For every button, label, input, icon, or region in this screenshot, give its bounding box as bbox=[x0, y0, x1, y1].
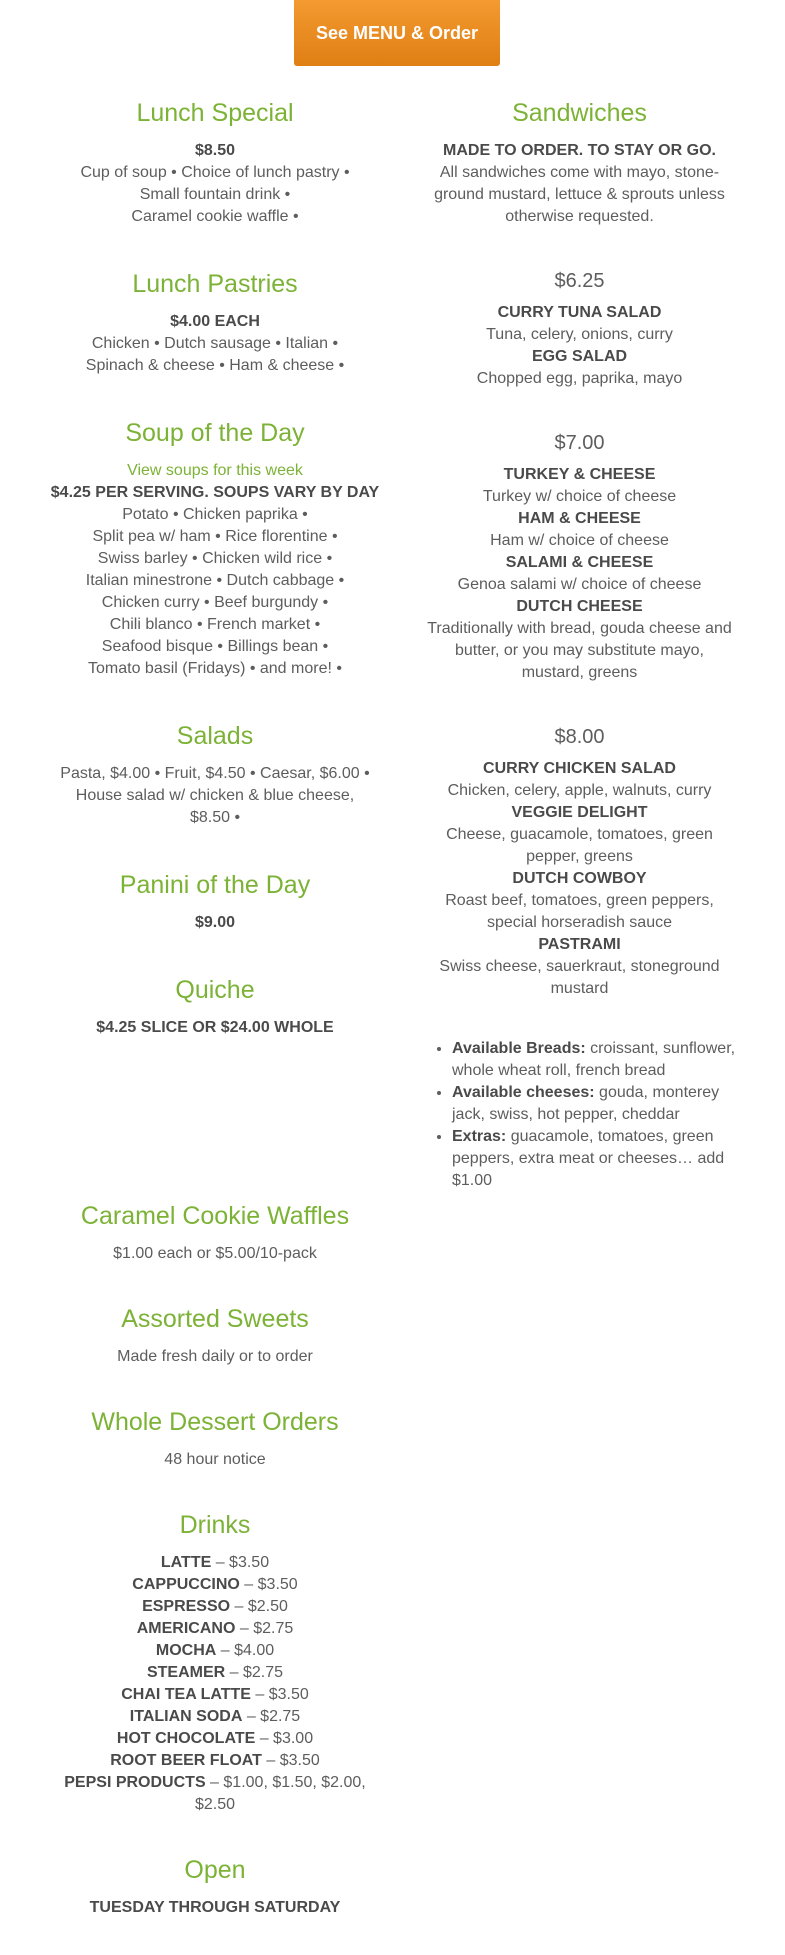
section-title: Quiche bbox=[175, 976, 255, 1004]
sandwich-desc: Cheese, guacamole, tomatoes, green bbox=[446, 826, 713, 843]
sandwiches-section bbox=[412, 95, 747, 228]
drink-item bbox=[48, 1618, 382, 1640]
sandwich-desc: Ham w/ choice of cheese bbox=[490, 532, 669, 549]
menu-line: Italian minestrone • Dutch cabbage • bbox=[85, 572, 345, 589]
section-title: Panini of the Day bbox=[119, 871, 311, 899]
drink-item bbox=[48, 1552, 382, 1574]
drink-item bbox=[48, 1706, 382, 1728]
drink-name: STEAMER bbox=[146, 1664, 226, 1681]
drinks-section bbox=[48, 1507, 382, 1816]
extras-text: croissant, sunflower, whole wheat roll, french bread bbox=[452, 1040, 736, 1079]
dessert-section bbox=[48, 1404, 382, 1471]
sandwich-desc: butter, or you may substitute mayo, bbox=[454, 642, 704, 659]
section-title: Assorted Sweets bbox=[121, 1305, 309, 1333]
section-title: Caramel Cookie Waffles bbox=[80, 1202, 350, 1230]
intro-line: ground mustard, lettuce & sprouts unless bbox=[434, 186, 725, 203]
intro-line: All sandwiches come with mayo, stone- bbox=[439, 164, 720, 181]
drink-item bbox=[48, 1684, 382, 1706]
drink-item bbox=[48, 1574, 382, 1596]
drink-name: LATTE bbox=[160, 1554, 212, 1571]
drink-price: – $3.50 bbox=[211, 1554, 270, 1571]
drink-price-continued: $2.50 bbox=[194, 1796, 236, 1813]
soup-section bbox=[48, 415, 382, 680]
salads-section bbox=[48, 718, 382, 829]
sandwich-desc: mustard, greens bbox=[521, 664, 638, 681]
menu-line: House salad w/ chicken & blue cheese, bbox=[75, 787, 355, 804]
menu-line: Tomato basil (Fridays) • and more! • bbox=[88, 660, 342, 677]
menu-line: Potato • Chicken paprika • bbox=[122, 506, 308, 523]
lunch-special-section bbox=[48, 95, 382, 228]
menu-line: $1.00 each or $5.00/10-pack bbox=[113, 1245, 317, 1262]
menu-line: Caramel cookie waffle • bbox=[131, 208, 299, 225]
drink-item bbox=[48, 1750, 382, 1772]
sandwich-extras-list bbox=[412, 1038, 747, 1192]
sandwich-name: SALAMI & CHEESE bbox=[505, 554, 654, 571]
sandwich-desc: Chicken, celery, apple, walnuts, curry bbox=[447, 782, 712, 799]
drink-price: – $2.75 bbox=[225, 1664, 284, 1681]
drink-name: CAPPUCCINO bbox=[132, 1576, 240, 1593]
drink-price: – $1.00, $1.50, $2.00, bbox=[205, 1774, 366, 1791]
sandwich-desc: Turkey w/ choice of cheese bbox=[482, 488, 677, 505]
drink-price: – $4.00 bbox=[216, 1642, 275, 1659]
price: $8.50 bbox=[194, 142, 236, 159]
menu-line: 48 hour notice bbox=[164, 1451, 266, 1468]
drink-name: ROOT BEER FLOAT bbox=[110, 1752, 262, 1769]
sandwich-name: CURRY TUNA SALAD bbox=[497, 304, 662, 321]
sandwich-desc: special horseradish sauce bbox=[487, 914, 672, 931]
extras-label: Available Breads: bbox=[452, 1040, 586, 1057]
drink-item bbox=[48, 1728, 382, 1750]
extras-label: Extras: bbox=[452, 1128, 507, 1145]
tier-price: $7.00 bbox=[554, 432, 605, 454]
sandwich-desc: Swiss cheese, sauerkraut, stoneground bbox=[439, 958, 720, 975]
sandwich-name: TURKEY & CHEESE bbox=[503, 466, 656, 483]
menu-line: Chili blanco • French market • bbox=[109, 616, 321, 633]
drink-price: – $2.75 bbox=[242, 1708, 301, 1725]
section-title: Drinks bbox=[179, 1511, 251, 1539]
intro-line: otherwise requested. bbox=[505, 208, 654, 225]
sandwich-desc: Roast beef, tomatoes, green peppers, bbox=[445, 892, 714, 909]
sandwich-desc: Tuna, celery, onions, curry bbox=[486, 326, 673, 343]
drink-name: PEPSI PRODUCTS bbox=[64, 1774, 206, 1791]
price: $9.00 bbox=[194, 914, 236, 931]
drink-price: – $3.50 bbox=[239, 1576, 298, 1593]
open-days: TUESDAY THROUGH SATURDAY bbox=[89, 1899, 341, 1916]
left-column bbox=[48, 95, 382, 1077]
price: $4.00 EACH bbox=[170, 313, 260, 330]
drink-item bbox=[48, 1640, 382, 1662]
list-item bbox=[452, 1082, 747, 1126]
sandwich-name: PASTRAMI bbox=[538, 936, 621, 953]
sandwich-desc: Traditionally with bread, gouda cheese and bbox=[427, 620, 732, 637]
panini-section bbox=[48, 867, 382, 934]
menu-line: Spinach & cheese • Ham & cheese • bbox=[85, 357, 345, 374]
quiche-section bbox=[48, 972, 382, 1039]
extras-label: Available cheeses: bbox=[452, 1084, 595, 1101]
intro-bold: MADE TO ORDER. TO STAY OR GO. bbox=[443, 142, 716, 159]
price: $4.25 SLICE OR $24.00 WHOLE bbox=[96, 1019, 334, 1036]
drink-name: CHAI TEA LATTE bbox=[121, 1686, 251, 1703]
extras-text: guacamole, tomatoes, green peppers, extra meat or cheeses… add $1.00 bbox=[452, 1128, 725, 1189]
sandwich-desc: mustard bbox=[550, 980, 609, 997]
section-title: Soup of the Day bbox=[125, 419, 305, 447]
drink-name: MOCHA bbox=[155, 1642, 217, 1659]
menu-line: Pasta, $4.00 • Fruit, $4.50 • Caesar, $6.00 • bbox=[60, 765, 370, 782]
section-title: Lunch Special bbox=[136, 99, 294, 127]
sandwich-name: CURRY CHICKEN SALAD bbox=[483, 760, 676, 777]
sandwich-desc: pepper, greens bbox=[526, 848, 633, 865]
lunch-pastries-section bbox=[48, 266, 382, 377]
menu-line: $8.50 • bbox=[189, 809, 241, 826]
see-menu-order-button[interactable]: See MENU & Order bbox=[294, 0, 500, 66]
list-item bbox=[452, 1038, 747, 1082]
menu-line: Chicken curry • Beef burgundy • bbox=[101, 594, 329, 611]
sandwich-desc: Genoa salami w/ choice of cheese bbox=[457, 576, 702, 593]
drink-item bbox=[48, 1662, 382, 1684]
drink-item bbox=[48, 1596, 382, 1618]
section-title: Lunch Pastries bbox=[132, 270, 298, 298]
menu-line: Made fresh daily or to order bbox=[117, 1348, 313, 1365]
drink-price: – $3.50 bbox=[261, 1752, 320, 1769]
menu-line: Split pea w/ ham • Rice florentine • bbox=[92, 528, 338, 545]
menu-line: Seafood bisque • Billings bean • bbox=[101, 638, 329, 655]
extras-text: gouda, monterey jack, swiss, hot pepper, cheddar bbox=[452, 1084, 720, 1123]
sandwich-name: EGG SALAD bbox=[531, 348, 628, 365]
drink-name: AMERICANO bbox=[136, 1620, 236, 1637]
price: $4.25 PER SERVING. SOUPS VARY BY DAY bbox=[50, 484, 380, 501]
lower-left-column bbox=[48, 1198, 382, 1955]
drink-name: ESPRESSO bbox=[142, 1598, 231, 1615]
sandwich-name: VEGGIE DELIGHT bbox=[511, 804, 648, 821]
section-title: Salads bbox=[176, 722, 254, 750]
sandwich-name: HAM & CHEESE bbox=[518, 510, 641, 527]
waffles-section bbox=[48, 1198, 382, 1265]
menu-line: Small fountain drink • bbox=[139, 186, 291, 203]
sweets-section bbox=[48, 1301, 382, 1368]
section-title: Open bbox=[184, 1856, 246, 1884]
sandwich-tier-6-25 bbox=[412, 266, 747, 390]
menu-line: Swiss barley • Chicken wild rice • bbox=[97, 550, 333, 567]
sandwich-desc: Chopped egg, paprika, mayo bbox=[476, 370, 683, 387]
list-item bbox=[452, 1126, 747, 1192]
section-title: Whole Dessert Orders bbox=[91, 1408, 339, 1436]
tier-price: $8.00 bbox=[554, 726, 605, 748]
drink-price: – $2.50 bbox=[230, 1598, 288, 1615]
drink-price: – $3.00 bbox=[255, 1730, 314, 1747]
sandwich-tier-7-00 bbox=[412, 428, 747, 684]
drink-price: – $2.75 bbox=[235, 1620, 294, 1637]
tier-price: $6.25 bbox=[554, 270, 605, 292]
drink-name: ITALIAN SODA bbox=[129, 1708, 243, 1725]
sandwich-tier-8-00 bbox=[412, 722, 747, 1000]
menu-line: Cup of soup • Choice of lunch pastry • bbox=[80, 164, 350, 181]
drink-name: HOT CHOCOLATE bbox=[116, 1730, 256, 1747]
view-soups-link[interactable]: View soups for this week bbox=[127, 462, 303, 479]
drink-price: – $3.50 bbox=[250, 1686, 309, 1703]
drink-item bbox=[48, 1772, 382, 1794]
right-column bbox=[412, 95, 747, 1192]
sandwich-name: DUTCH COWBOY bbox=[512, 870, 647, 887]
sandwich-name: DUTCH CHEESE bbox=[516, 598, 643, 615]
section-title: Sandwiches bbox=[512, 99, 647, 127]
menu-line: Chicken • Dutch sausage • Italian • bbox=[91, 335, 339, 352]
open-section bbox=[48, 1852, 382, 1919]
